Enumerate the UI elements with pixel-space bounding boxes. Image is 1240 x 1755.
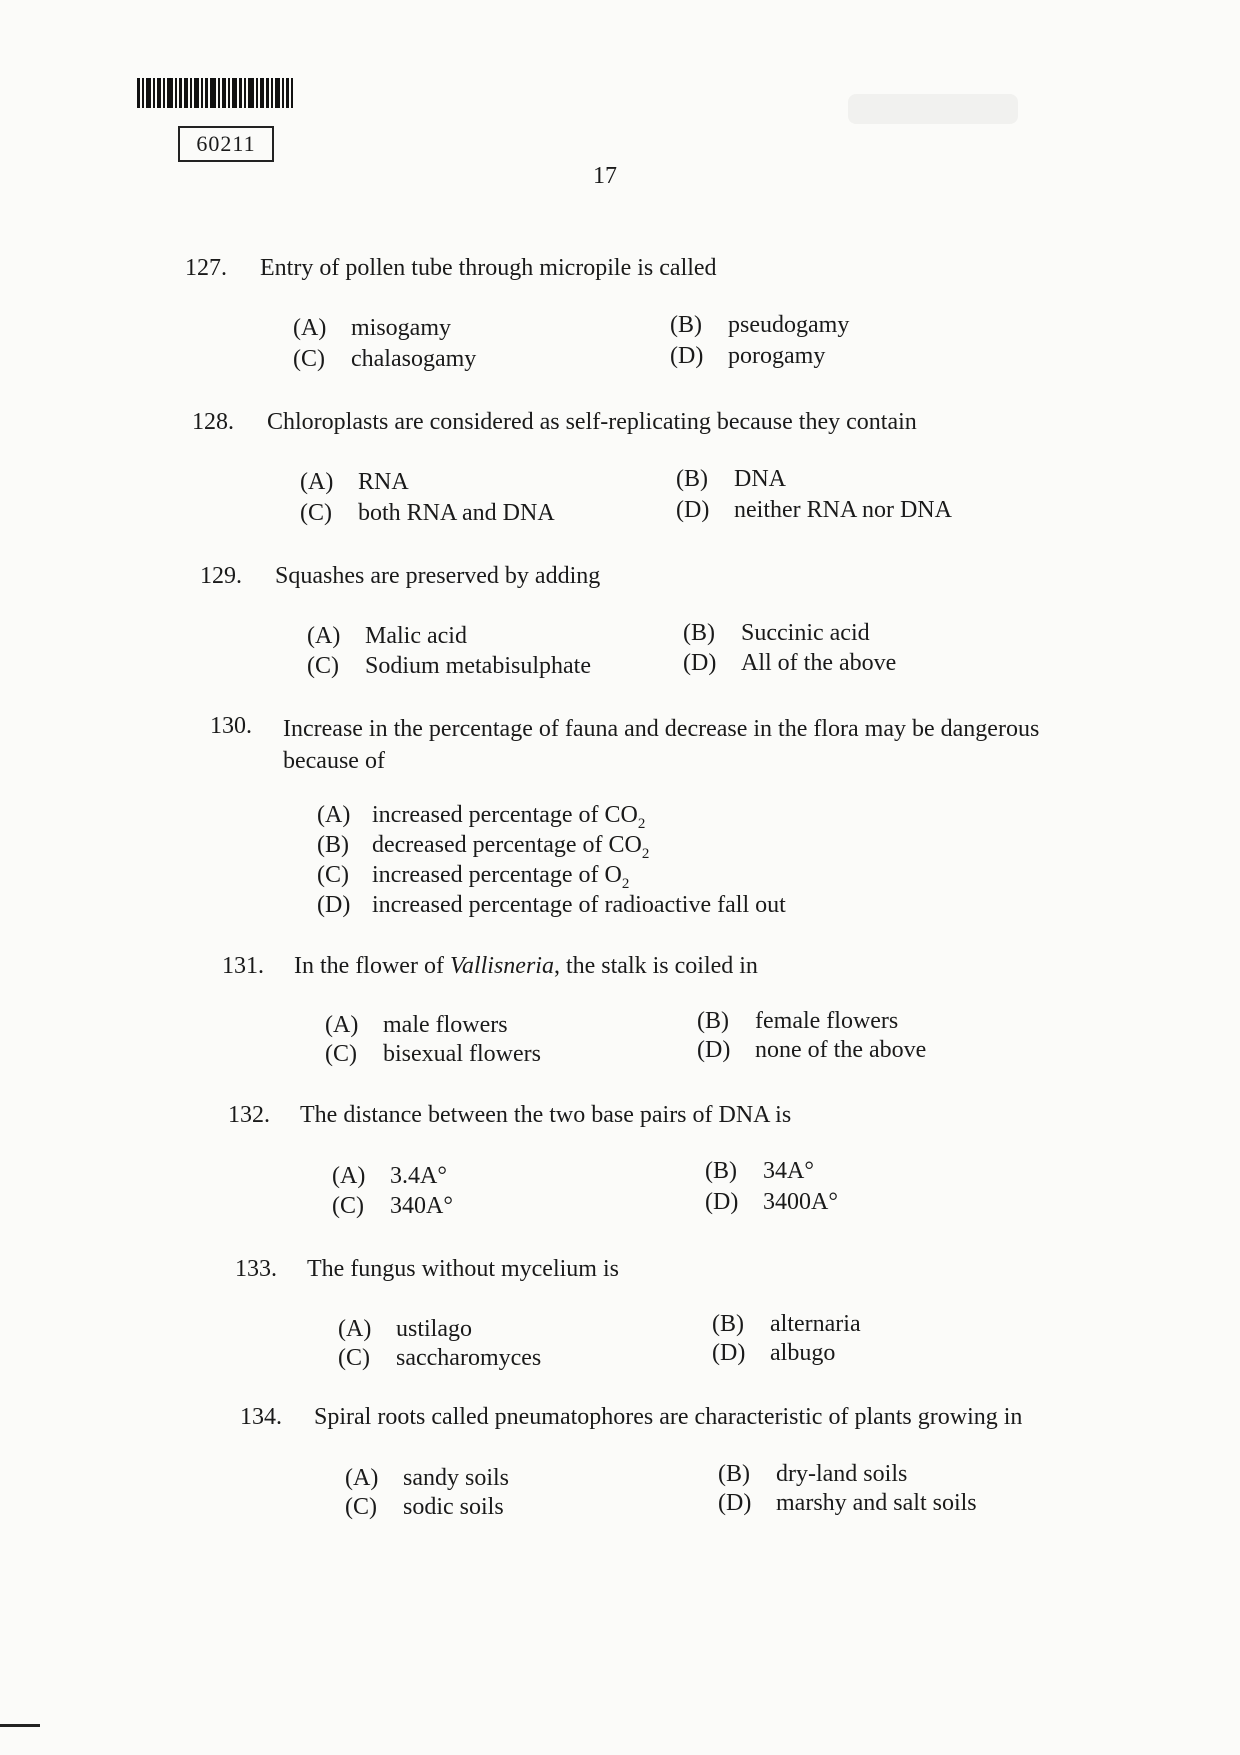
- barcode: [137, 78, 301, 108]
- question-text: The fungus without mycelium is: [307, 1256, 619, 1282]
- option-a: (A) ustilago: [338, 1316, 472, 1342]
- option-c: (C) Sodium metabisulphate: [307, 653, 591, 679]
- option-b: (B) female flowers: [697, 1008, 899, 1034]
- option-a: (A) 3.4A°: [332, 1163, 447, 1189]
- scan-smudge: [848, 94, 1018, 124]
- option-b: (B) decreased percentage of $CO_2$: [317, 832, 650, 862]
- option-c: (C) saccharomyces: [338, 1345, 542, 1371]
- option-d: (D) All of the above: [683, 650, 897, 676]
- option-a: (A) male flowers: [325, 1012, 508, 1038]
- question-text: Chloroplasts are considered as self-replicating because they contain: [267, 409, 917, 435]
- question-number: 130.: [210, 713, 252, 739]
- option-c: (C) bisexual flowers: [325, 1041, 541, 1067]
- scan-edge-mark: [0, 1724, 40, 1727]
- question-text: In the flower of Vallisneria, the stalk is coiled in: [294, 953, 758, 979]
- paper-code-box: 60211: [178, 126, 274, 162]
- option-d: (D) neither RNA nor DNA: [676, 497, 952, 523]
- option-c: (C) increased percentage of $O_2$: [317, 862, 630, 892]
- question-number: 127.: [185, 255, 227, 281]
- option-c: (C) 340A°: [332, 1193, 453, 1219]
- page-number: 17: [593, 163, 617, 189]
- question-text: Squashes are preserved by adding: [275, 563, 601, 589]
- option-b: (B) 34A°: [705, 1158, 814, 1184]
- option-d: (D) increased percentage of radioactive fall out: [317, 892, 786, 918]
- option-a: (A) increased percentage of $CO_2$: [317, 802, 646, 832]
- question-130: [210, 713, 1070, 783]
- option-d: (D) porogamy: [670, 343, 826, 369]
- option-c: (C) both RNA and DNA: [300, 500, 555, 526]
- question-number: 128.: [192, 409, 234, 435]
- option-b: (B) pseudogamy: [670, 312, 850, 338]
- question-text: Spiral roots called pneumatophores are characteristic of plants growing in: [314, 1404, 1023, 1430]
- option-b: (B) alternaria: [712, 1311, 861, 1337]
- question-number: 132.: [228, 1102, 270, 1128]
- question-number: 131.: [222, 953, 264, 979]
- option-c: (C) sodic soils: [345, 1494, 504, 1520]
- option-a: (A) Malic acid: [307, 623, 467, 649]
- option-b: (B) DNA: [676, 466, 786, 492]
- option-a: (A) RNA: [300, 469, 409, 495]
- question-text: Entry of pollen tube through micropile is called: [260, 255, 717, 281]
- question-text: Increase in the percentage of fauna and decrease in the flora may be dangerous because of: [283, 716, 1040, 774]
- option-c: (C) chalasogamy: [293, 346, 477, 372]
- option-d: (D) marshy and salt soils: [718, 1490, 977, 1516]
- option-a: (A) misogamy: [293, 315, 451, 341]
- question-number: 134.: [240, 1404, 282, 1430]
- question-text: The distance between the two base pairs of DNA is: [300, 1102, 792, 1128]
- option-b: (B) dry-land soils: [718, 1461, 908, 1487]
- option-d: (D) 3400A°: [705, 1189, 838, 1215]
- option-d: (D) albugo: [712, 1340, 836, 1366]
- question-number: 129.: [200, 563, 242, 589]
- option-b: (B) Succinic acid: [683, 620, 870, 646]
- option-d: (D) none of the above: [697, 1037, 927, 1063]
- option-a: (A) sandy soils: [345, 1465, 510, 1491]
- question-number: 133.: [235, 1256, 277, 1282]
